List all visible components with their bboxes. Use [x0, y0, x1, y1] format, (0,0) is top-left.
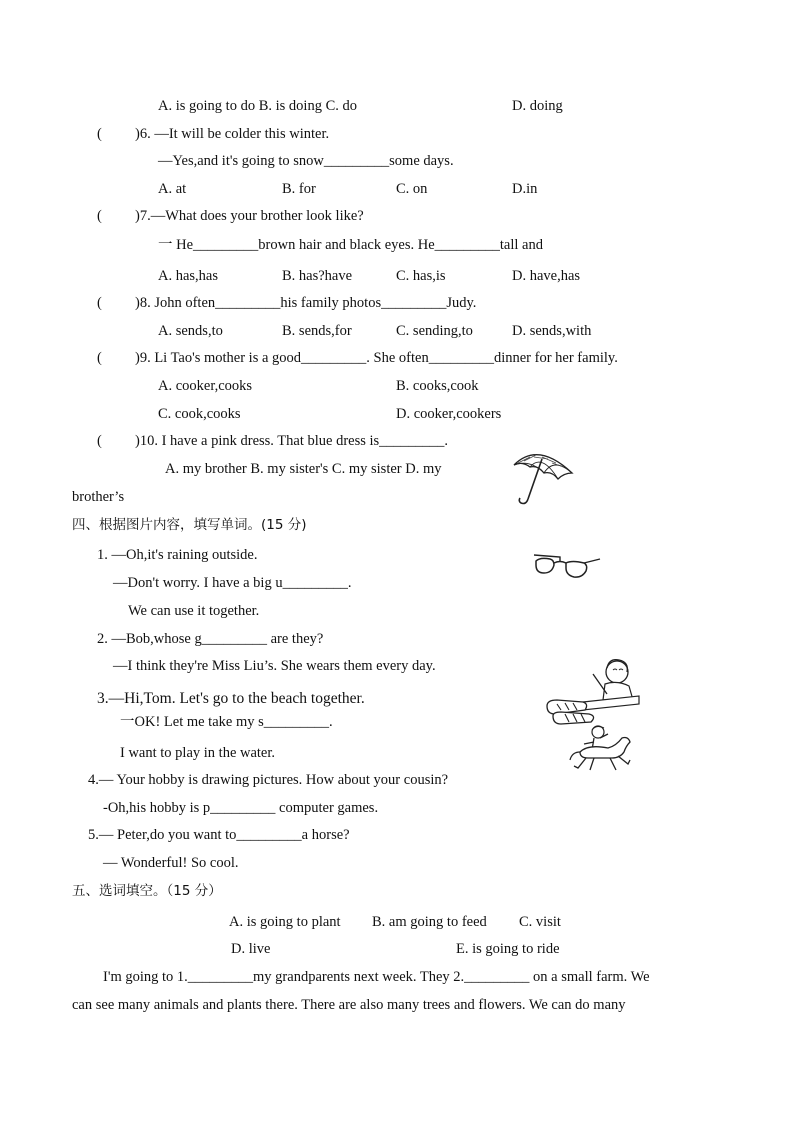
- s5-option-d: D. live: [231, 941, 271, 957]
- s4-q4-line1: 4.— Your hobby is drawing pictures. How about your cousin?: [88, 772, 449, 788]
- rider-on-horse-icon: [568, 724, 634, 774]
- s5-option-b: B. am going to feed: [372, 914, 487, 930]
- q7-reply: 一 He_________brown hair and black eyes. He_________tall and: [158, 237, 543, 253]
- s5-option-c: C. visit: [519, 914, 561, 930]
- s5-option-a: A. is going to plant: [229, 914, 341, 930]
- q8-option-c: C. sending,to: [396, 323, 473, 339]
- q10-options-wrap: brother’s: [72, 489, 125, 505]
- q7-option-a: A. has,has: [158, 268, 219, 284]
- s5-paragraph-line1: I'm going to 1._________my grandparents next week. They 2._________ on a small farm. We: [103, 969, 650, 985]
- q6-option-c: C. on: [396, 181, 428, 197]
- q10-paren: (: [97, 433, 102, 449]
- q6-option-a: A. at: [158, 181, 187, 197]
- s4-q1-line2: —Don't worry. I have a big u_________.: [113, 575, 352, 591]
- q6-option-b: B. for: [282, 181, 316, 197]
- q5-options-abc: A. is going to do B. is doing C. do: [158, 98, 357, 114]
- q9-option-c: C. cook,cooks: [158, 406, 241, 422]
- q9-option-a: A. cooker,cooks: [158, 378, 253, 394]
- s4-q3-line1: 3.—Hi,Tom. Let's go to the beach together.: [97, 690, 365, 707]
- q6-reply: —Yes,and it's going to snow_________some days.: [158, 153, 454, 169]
- q8-paren: (: [97, 295, 102, 311]
- q6-stem: )6. —It will be colder this winter.: [135, 126, 330, 142]
- s4-q2-line1: 2. —Bob,whose g_________ are they?: [97, 631, 324, 647]
- q8-option-b: B. sends,for: [282, 323, 352, 339]
- q7-option-b: B. has?have: [282, 268, 353, 284]
- sunglasses-icon: [532, 551, 602, 579]
- q10-options: A. my brother B. my sister's C. my sister D. my: [165, 461, 442, 477]
- q5-option-d: D. doing: [512, 98, 563, 114]
- q8-stem: )8. John often_________his family photos_________Judy.: [135, 295, 477, 311]
- boy-with-sandals-icon: [543, 656, 641, 728]
- q6-option-d: D.in: [512, 181, 538, 197]
- q9-stem: )9. Li Tao's mother is a good_________. She often_________dinner for her family.: [135, 350, 618, 366]
- s5-option-e: E. is going to ride: [456, 941, 560, 957]
- section5-heading: 五、选词填空。（15 分）: [72, 883, 222, 899]
- s4-q4-line2: -Oh,his hobby is p_________ computer games.: [103, 800, 379, 816]
- q8-option-a: A. sends,to: [158, 323, 223, 339]
- q7-option-d: D. have,has: [512, 268, 581, 284]
- q7-stem: )7.—What does your brother look like?: [135, 208, 364, 224]
- s5-paragraph-line2: can see many animals and plants there. There are also many trees and flowers. We can do many: [72, 997, 626, 1013]
- s4-q5-line2: — Wonderful! So cool.: [103, 855, 239, 871]
- umbrella-icon: [508, 443, 578, 509]
- q9-paren: (: [97, 350, 102, 366]
- q9-option-d: D. cooker,cookers: [396, 406, 502, 422]
- s4-q2-line2: —I think they're Miss Liu’s. She wears them every day.: [113, 658, 436, 674]
- s4-q1-line1: 1. —Oh,it's raining outside.: [97, 547, 258, 563]
- q6-paren: (: [97, 126, 102, 142]
- q8-option-d: D. sends,with: [512, 323, 592, 339]
- s4-q1-line3: We can use it together.: [128, 603, 260, 619]
- q7-paren: (: [97, 208, 102, 224]
- q10-stem: )10. I have a pink dress. That blue dress is_________.: [135, 433, 449, 449]
- section4-heading: 四、根据图片内容，填写单词。(15 分): [72, 517, 307, 533]
- q9-option-b: B. cooks,cook: [396, 378, 479, 394]
- s4-q5-line1: 5.— Peter,do you want to_________a horse?: [88, 827, 350, 843]
- s4-q3-line3: I want to play in the water.: [120, 745, 276, 761]
- q7-option-c: C. has,is: [396, 268, 446, 284]
- s4-q3-line2: 一OK! Let me take my s_________.: [120, 714, 333, 730]
